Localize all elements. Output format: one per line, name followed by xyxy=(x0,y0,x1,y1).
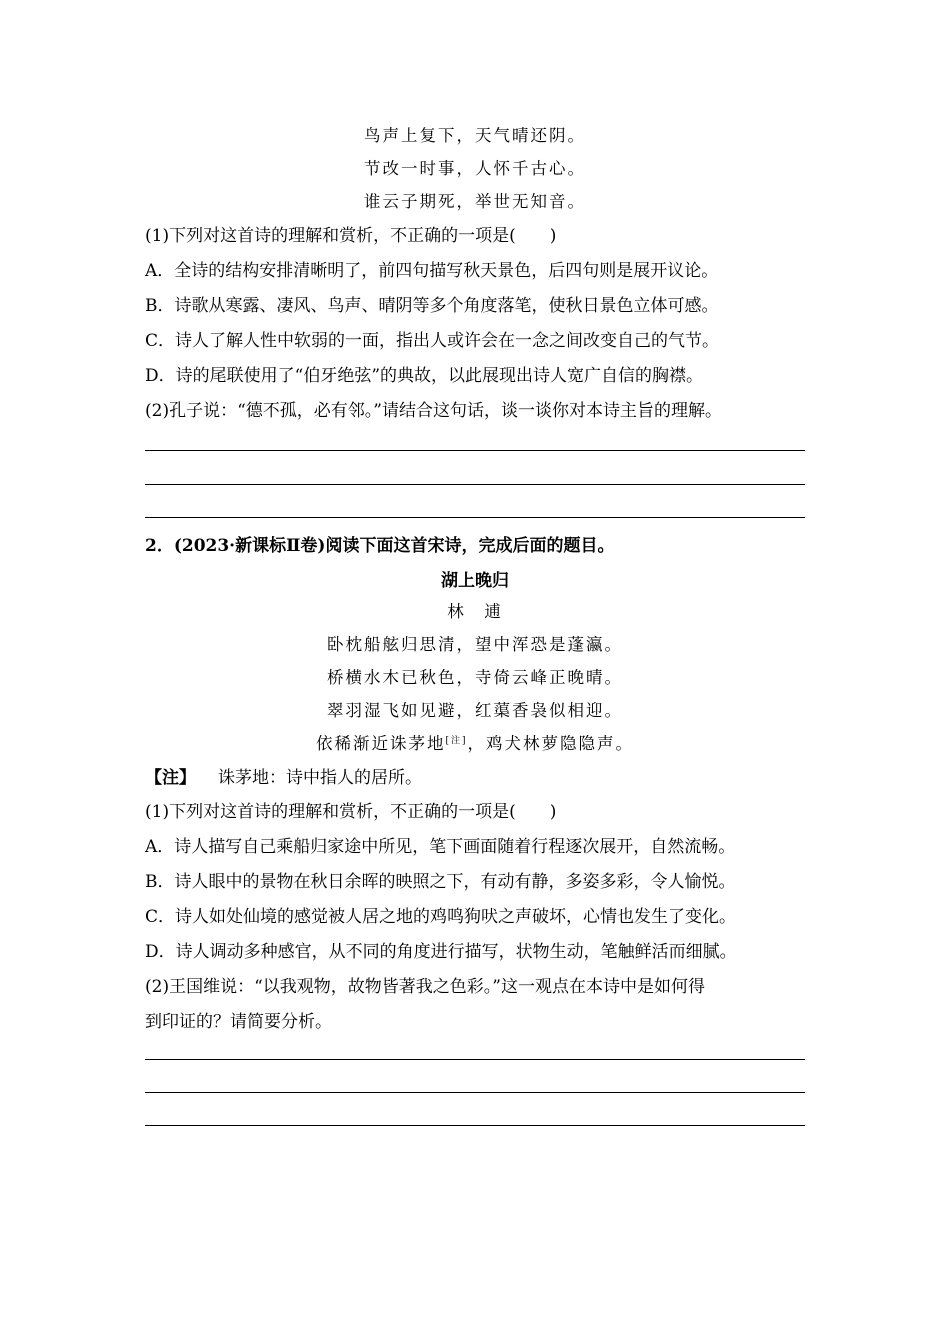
q1-sub2-stem: (2)孔子说：“德不孤，必有邻。”请结合这句话，谈一谈你对本诗主旨的理解。 xyxy=(145,401,722,421)
note-label: 【注】 xyxy=(145,768,196,788)
q2-poem-line-2: 桥横水木已秋色，寺倚云峰正晚晴。 xyxy=(327,668,623,687)
q2-sub1-option-c: C．诗人如处仙境的感觉被人居之地的鸡鸣狗吠之声破坏，心情也发生了变化。 xyxy=(145,907,737,927)
poem1-line-2: 节改一时事，人怀千古心。 xyxy=(364,159,586,178)
q2-sub1-option-b: B．诗人眼中的景物在秋日余晖的映照之下，有动有静，多姿多彩，令人愉悦。 xyxy=(145,872,736,892)
note-text: 诛茅地：诗中指人的居所。 xyxy=(218,768,422,788)
footnote-marker: [注] xyxy=(445,736,468,746)
answer-line[interactable] xyxy=(145,1125,805,1126)
answer-line[interactable] xyxy=(145,517,805,518)
q1-sub1-option-d: D．诗的尾联使用了“伯牙绝弦”的典故，以此展现出诗人宽广自信的胸襟。 xyxy=(145,366,704,386)
answer-line[interactable] xyxy=(145,450,805,451)
q2-poem-line-1: 卧枕船舷归思清，望中浑恐是蓬瀛。 xyxy=(327,635,623,654)
q2-poem-line-4-part-a: 依稀渐近诛茅地 xyxy=(315,734,446,753)
q2-poem-line-4 xyxy=(145,733,805,755)
q2-poem-line-4-part-b: ，鸡犬林萝隐隐声。 xyxy=(467,734,635,753)
q1-sub1-option-b: B．诗歌从寒露、凄风、鸟声、晴阴等多个角度落笔，使秋日景色立体可感。 xyxy=(145,296,719,316)
q1-sub1-option-c: C．诗人了解人性中软弱的一面，指出人或许会在一念之间改变自己的气节。 xyxy=(145,331,720,351)
q1-sub1-option-a: A．全诗的结构安排清晰明了，前四句描写秋天景色，后四句则是展开议论。 xyxy=(145,261,719,281)
q1-sub1-stem: (1)下列对这首诗的理解和赏析，不正确的一项是( ) xyxy=(145,226,557,246)
answer-line[interactable] xyxy=(145,1059,805,1060)
q2-poem-author: 林 逋 xyxy=(447,602,503,621)
answer-line[interactable] xyxy=(145,1092,805,1093)
q2-poem-title: 湖上晚归 xyxy=(441,571,509,591)
q2-poem-line-3: 翠羽湿飞如见避，红蕖香袅似相迎。 xyxy=(327,701,623,720)
q2-intro: 2．(2023·新课标Ⅱ卷)阅读下面这首宋诗，完成后面的题目。 xyxy=(145,536,615,556)
q2-note xyxy=(145,767,805,789)
q2-sub2-stem-line-2: 到印证的？请简要分析。 xyxy=(145,1012,332,1032)
q2-sub2-stem-line-1: (2)王国维说：“以我观物，故物皆著我之色彩。”这一观点在本诗中是如何得 xyxy=(145,977,705,997)
q2-sub1-option-a: A．诗人描写自己乘船归家途中所见，笔下画面随着行程逐次展开，自然流畅。 xyxy=(145,837,736,857)
answer-line[interactable] xyxy=(145,484,805,485)
q2-sub1-option-d: D．诗人调动多种感官，从不同的角度进行描写，状物生动，笔触鲜活而细腻。 xyxy=(145,942,737,962)
poem1-line-1: 鸟声上复下，天气晴还阴。 xyxy=(364,126,586,145)
q2-sub1-stem: (1)下列对这首诗的理解和赏析，不正确的一项是( ) xyxy=(145,802,557,822)
poem1-line-3: 谁云子期死，举世无知音。 xyxy=(364,192,586,211)
